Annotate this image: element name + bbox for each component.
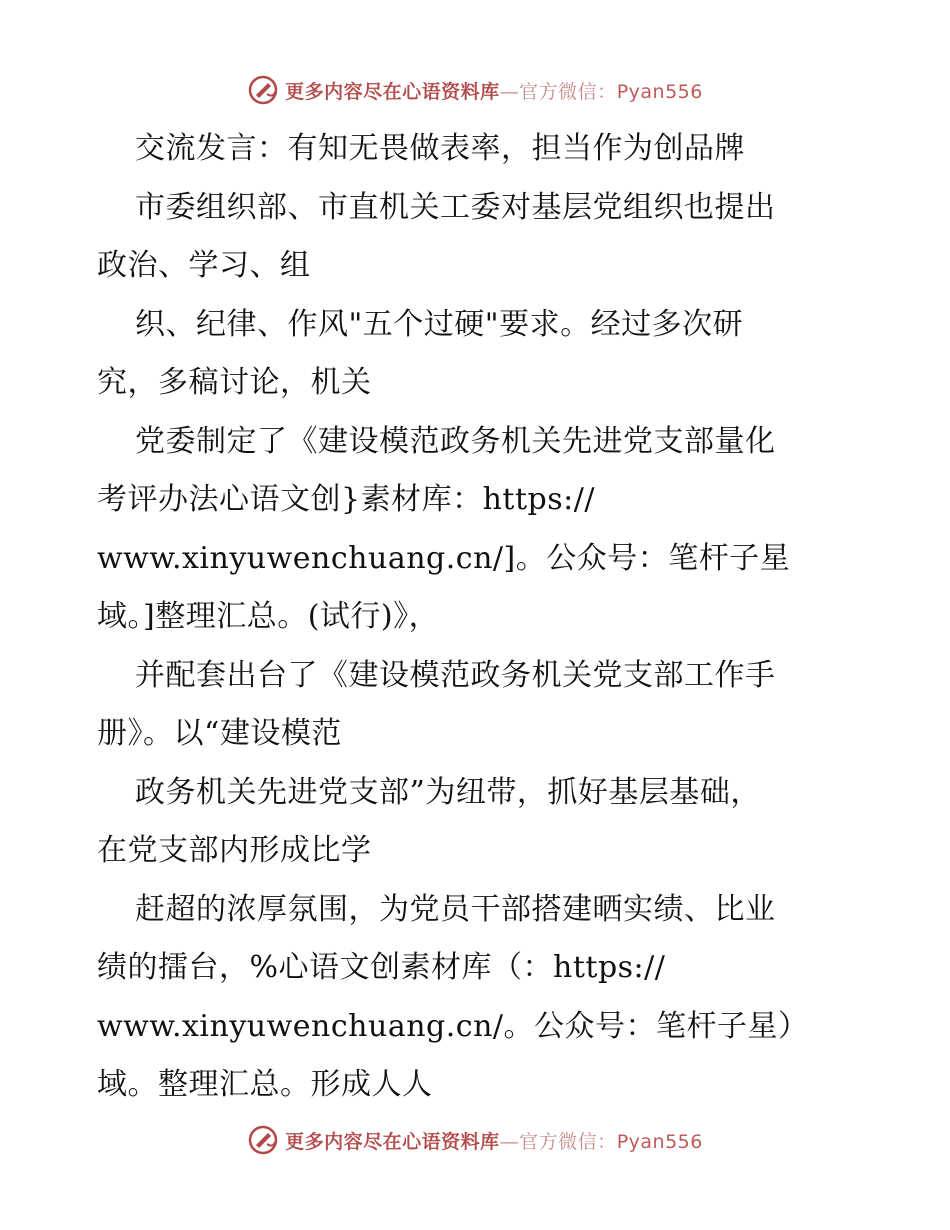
paragraph-line: 在党支部内形成比学 bbox=[97, 833, 372, 868]
banner-text-group bbox=[285, 77, 703, 104]
paragraph-line: 域。]整理汇总。(试行)》， bbox=[97, 599, 440, 634]
brand-logo-icon bbox=[247, 74, 279, 106]
paragraph-line: 市委组织部、市直机关工委对基层党组织也提出 bbox=[135, 189, 776, 225]
paragraph-line: 赶超的浓厚氛围，为党员干部搭建晒实绩、比业 bbox=[135, 891, 776, 927]
header-banner bbox=[0, 70, 950, 110]
paragraph-line: 并配套出台了《建设模范政务机关党支部工作手 bbox=[135, 657, 776, 693]
document-title-line: 交流发言：有知无畏做表率，担当作为创品牌 bbox=[135, 131, 745, 166]
paragraph-line: 织、纪律、作风"五个过硬"要求。经过多次研 bbox=[135, 306, 744, 342]
paragraph-line: 考评办法心语文创}素材库：https:// bbox=[97, 482, 595, 517]
document-body bbox=[97, 120, 867, 1115]
banner-wechat-id: Pyan556 bbox=[616, 80, 703, 103]
paragraph-line: www.xinyuwenchuang.cn/]。公众号：笔杆子星 bbox=[97, 540, 791, 576]
paragraph-line: 绩的擂台，%心语文创素材库（：https:// bbox=[97, 950, 666, 985]
paragraph-line: 域。整理汇总。形成人人 bbox=[97, 1067, 433, 1102]
brand-logo-icon bbox=[247, 1124, 279, 1156]
banner-text-group bbox=[285, 1127, 703, 1154]
banner-wechat-id: Pyan556 bbox=[616, 1130, 703, 1153]
banner-separator: —官方微信： bbox=[499, 1130, 617, 1153]
footer-banner bbox=[0, 1120, 950, 1160]
paragraph-line: 究，多稿讨论，机关 bbox=[97, 365, 372, 400]
paragraph-line: 册》。以“建设模范 bbox=[97, 716, 342, 751]
paragraph-line: 政务机关先进党支部”为纽带，抓好基层基础， bbox=[135, 774, 761, 810]
banner-title: 更多内容尽在心语资料库 bbox=[285, 1130, 500, 1153]
paragraph-line: www.xinyuwenchuang.cn/。公众号：笔杆子星） bbox=[97, 1008, 809, 1044]
paragraph-line: 政治、学习、组 bbox=[97, 248, 311, 283]
banner-title: 更多内容尽在心语资料库 bbox=[285, 80, 500, 103]
banner-separator: —官方微信： bbox=[499, 80, 617, 103]
paragraph-line: 党委制定了《建设模范政务机关先进党支部量化 bbox=[135, 423, 776, 459]
